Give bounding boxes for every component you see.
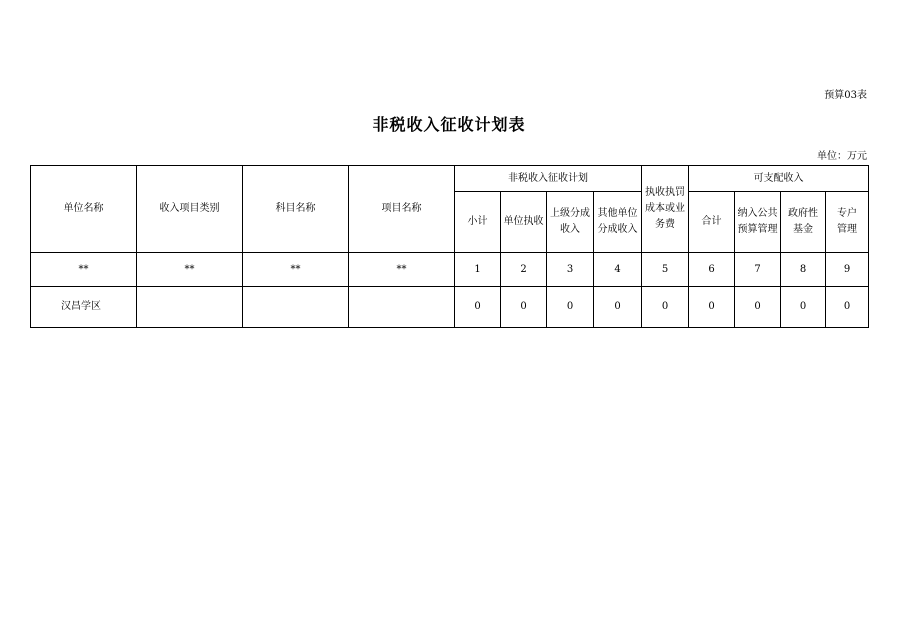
cell-upper-share: 0 [547, 287, 594, 328]
index-cell: ** [137, 253, 243, 287]
header-gov-fund-line2: 基金 [793, 224, 813, 235]
cell-penalty-cost: 0 [642, 287, 689, 328]
cell-other-share: 0 [594, 287, 642, 328]
table-row [31, 287, 869, 328]
cell-special: 0 [826, 287, 869, 328]
cell-unit-name: 汉昌学区 [31, 287, 137, 328]
cell-gov-fund: 0 [781, 287, 826, 328]
index-cell: ** [243, 253, 349, 287]
index-cell: 9 [826, 253, 869, 287]
header-unit-name: 单位名称 [31, 166, 137, 253]
index-row [31, 253, 869, 287]
header-penalty-line1: 执收执罚 [645, 187, 685, 198]
header-project-name: 项目名称 [349, 166, 455, 253]
header-other-share [594, 192, 642, 253]
cell-income-category [137, 287, 243, 328]
header-disposable-group: 可支配收入 [689, 166, 869, 192]
cell-project-name [349, 287, 455, 328]
header-penalty-line3: 务费 [655, 219, 675, 230]
header-plan-group: 非税收入征收计划 [455, 166, 642, 192]
cell-public-budget: 0 [735, 287, 781, 328]
header-upper-share-line2: 收入 [560, 224, 580, 235]
index-cell: 2 [501, 253, 547, 287]
index-cell: 8 [781, 253, 826, 287]
header-upper-share-line1: 上级分成 [550, 208, 590, 219]
index-cell: 7 [735, 253, 781, 287]
header-special-line2: 管理 [837, 224, 857, 235]
index-cell: ** [349, 253, 455, 287]
header-subject-name: 科目名称 [243, 166, 349, 253]
cell-subtotal: 0 [455, 287, 501, 328]
header-other-share-line2: 分成收入 [597, 224, 638, 235]
cell-subject-name [243, 287, 349, 328]
page-title: 非税收入征收计划表 [372, 115, 526, 134]
form-code: 预算03表 [824, 90, 867, 101]
header-upper-share [547, 192, 594, 253]
header-gov-fund [781, 192, 826, 253]
header-other-share-line1: 其他单位 [597, 208, 638, 219]
index-cell: 4 [594, 253, 642, 287]
cell-unit-exec: 0 [501, 287, 547, 328]
cell-total: 0 [689, 287, 735, 328]
header-total: 合计 [689, 192, 735, 253]
header-penalty-cost [642, 166, 689, 253]
header-income-category: 收入项目类别 [137, 166, 243, 253]
index-cell: 1 [455, 253, 501, 287]
header-penalty-line2: 成本或业 [645, 203, 685, 214]
unit-label: 单位：万元 [817, 151, 867, 162]
revenue-plan-table [30, 165, 869, 328]
header-special [826, 192, 869, 253]
header-public-budget [735, 192, 781, 253]
header-public-budget-line2: 预算管理 [737, 224, 778, 235]
index-cell: 6 [689, 253, 735, 287]
index-cell: 5 [642, 253, 689, 287]
header-public-budget-line1: 纳入公共 [737, 208, 778, 219]
header-gov-fund-line1: 政府性 [788, 208, 818, 219]
header-special-line1: 专户 [837, 208, 857, 219]
header-unit-exec: 单位执收 [501, 192, 547, 253]
index-cell: 3 [547, 253, 594, 287]
index-cell: ** [31, 253, 137, 287]
header-subtotal: 小计 [455, 192, 501, 253]
